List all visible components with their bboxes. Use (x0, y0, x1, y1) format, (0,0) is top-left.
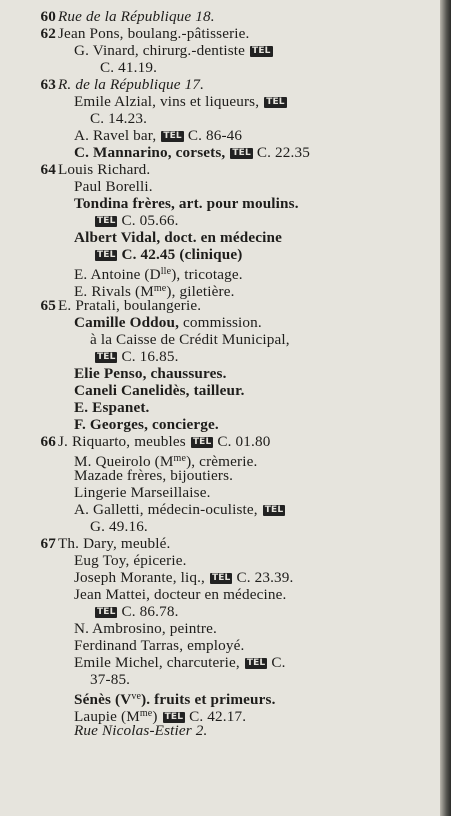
entry-text (90, 212, 179, 229)
entry-text (74, 229, 282, 246)
entry-text (90, 246, 242, 263)
entry-segment: C. 42.17. (189, 708, 247, 725)
entry-text (74, 637, 244, 654)
entry-segment: A. Galletti, médecin-oculiste, (74, 501, 258, 518)
entry-segment: Paul Borelli. (74, 178, 153, 195)
entry-segment: C. 05.66. (121, 212, 179, 229)
telephone-icon: TEL (97, 250, 116, 260)
entry-text (74, 93, 291, 110)
entry-segment: G. 49.16. (90, 518, 148, 535)
house-number: 65 (40, 297, 56, 314)
entry-text (74, 314, 262, 331)
entry-segment: E. Espanet. (74, 399, 150, 416)
entry-segment: Elie Penso, chaussures. (74, 365, 227, 382)
directory-line (18, 280, 436, 300)
directory-line (18, 25, 436, 42)
entry-segment: C. 22.35 (256, 144, 310, 161)
entry-segment: A. Ravel bar, (74, 127, 157, 144)
entry-segment: ). fruits et primeurs. (141, 691, 276, 708)
directory-line (18, 365, 436, 382)
directory-line (18, 161, 436, 178)
entry-segment: Joseph Morante, liq., (74, 569, 205, 586)
entry-text (74, 416, 219, 433)
entry-text (74, 382, 245, 399)
entry-segment: Sénès (V (74, 691, 132, 708)
entry-segment: C. 14.23. (90, 110, 148, 127)
directory-line (18, 314, 436, 331)
telephone-icon: TEL (97, 607, 116, 617)
entry-text (74, 42, 277, 59)
directory-line (18, 518, 436, 535)
telephone-icon: TEL (97, 352, 116, 362)
entry-segment: C. 01.80 (217, 433, 271, 450)
telephone-icon: TEL (264, 505, 284, 515)
entry-text (58, 297, 201, 314)
entry-segment: R. de la République 17. (58, 76, 205, 93)
directory-line (18, 144, 436, 161)
directory-line (18, 297, 436, 314)
directory-line (18, 110, 436, 127)
entry-segment: E. Rivals (M (74, 283, 154, 300)
directory-line (18, 331, 436, 348)
entry-segment: Albert Vidal, doct. en médecine (74, 229, 282, 246)
house-number: 60 (40, 8, 56, 25)
entry-text (90, 348, 179, 365)
directory-line (18, 42, 436, 59)
house-number: 66 (40, 433, 56, 450)
entry-segment: C. Mannarino, corsets, (74, 144, 226, 161)
entry-segment: Eug Toy, épicerie. (74, 552, 187, 569)
telephone-icon: TEL (252, 46, 271, 56)
entry-text (90, 671, 130, 688)
entry-segment: Ferdinand Tarras, employé. (74, 637, 245, 654)
entry-segment: C. 23.39. (236, 569, 294, 586)
directory-line (18, 229, 436, 246)
directory-listing (18, 8, 436, 739)
entry-text (100, 59, 157, 76)
directory-line (18, 671, 436, 688)
entry-segment: M. Queirolo (M (74, 453, 174, 470)
entry-segment: C. 16.85. (121, 348, 179, 365)
directory-line (18, 484, 436, 501)
directory-line (18, 569, 436, 586)
entry-text (74, 144, 310, 161)
directory-line (18, 467, 436, 484)
entry-text (90, 110, 147, 127)
house-number: 63 (40, 76, 56, 93)
entry-segment: Rue de la République 18. (58, 8, 215, 25)
entry-text (90, 603, 179, 620)
entry-text (74, 484, 211, 501)
entry-text (74, 501, 289, 518)
house-number: 67 (40, 535, 56, 552)
entry-segment: C. (271, 654, 286, 671)
entry-segment: Mazade frères, bijoutiers. (74, 467, 234, 484)
directory-line (18, 416, 436, 433)
directory-line (18, 348, 436, 365)
telephone-icon: TEL (192, 437, 212, 447)
entry-segment: commission. (179, 314, 262, 331)
directory-line (18, 705, 436, 725)
house-number: 64 (40, 161, 56, 178)
entry-segment: E. Pratali, boulangerie. (58, 297, 202, 314)
entry-segment: ) (152, 708, 158, 725)
telephone-icon: TEL (211, 573, 231, 583)
entry-segment: Louis Richard. (58, 161, 151, 178)
entry-segment: Tondina frères, art. pour moulins. (74, 195, 299, 212)
entry-text (74, 586, 286, 603)
telephone-icon: TEL (246, 658, 266, 668)
entry-segment: à la Caisse de Crédit Municipal, (90, 331, 290, 348)
directory-line (18, 76, 436, 93)
telephone-icon: TEL (266, 97, 285, 107)
directory-line (18, 620, 436, 637)
entry-text (58, 76, 204, 93)
entry-segment: Emile Alzial, vins et liqueurs, (74, 93, 260, 110)
entry-segment: Camille Oddou, (74, 314, 180, 331)
entry-segment: Jean Pons, boulang.-pâtisserie. (58, 25, 250, 42)
entry-segment: Lingerie Marseillaise. (74, 484, 211, 501)
telephone-icon: TEL (232, 148, 251, 158)
house-number: 62 (40, 25, 56, 42)
entry-segment: C. 86-46 (187, 127, 243, 144)
directory-line (18, 552, 436, 569)
directory-line (18, 195, 436, 212)
entry-text (74, 569, 294, 586)
directory-line (18, 263, 436, 283)
entry-segment: N. Ambrosino, peintre. (74, 620, 217, 637)
directory-line (18, 722, 436, 739)
entry-text (74, 195, 299, 212)
entry-segment: Rue Nicolas-Estier 2. (74, 722, 208, 739)
directory-line (18, 433, 436, 450)
entry-segment: Laupie (M (74, 708, 140, 725)
page-edge-shadow (440, 0, 451, 816)
entry-segment: F. Georges, concierge. (74, 416, 219, 433)
entry-text (74, 127, 242, 144)
telephone-icon: TEL (97, 216, 116, 226)
directory-line (18, 59, 436, 76)
entry-segment: C. 41.19. (100, 59, 158, 76)
directory-line (18, 688, 436, 708)
superscript: lle (160, 266, 172, 277)
entry-segment: J. Riquarto, meubles (58, 433, 186, 450)
entry-segment: 37-85. (90, 671, 131, 688)
telephone-icon: TEL (164, 712, 184, 722)
entry-text (58, 535, 170, 552)
directory-line (18, 93, 436, 110)
entry-text (74, 365, 227, 382)
entry-text (74, 654, 286, 671)
directory-line (18, 127, 436, 144)
entry-segment: E. Antoine (D (74, 266, 161, 283)
directory-line (18, 586, 436, 603)
entry-text (74, 620, 217, 637)
entry-segment: Th. Dary, meublé. (58, 535, 171, 552)
directory-line (18, 654, 436, 671)
entry-segment: C. 86.78. (121, 603, 179, 620)
entry-text (74, 552, 187, 569)
entry-segment: Jean Mattei, docteur en médecine. (74, 586, 287, 603)
superscript: me (153, 283, 167, 294)
entry-text (74, 178, 153, 195)
entry-text (58, 25, 250, 42)
entry-segment: ), tricotage. (171, 266, 243, 283)
entry-segment: C. 42.45 (clinique) (121, 246, 243, 263)
directory-line (18, 603, 436, 620)
directory-line (18, 501, 436, 518)
superscript: me (173, 453, 187, 464)
directory-line (18, 178, 436, 195)
entry-text (58, 8, 215, 25)
directory-line (18, 637, 436, 654)
directory-line (18, 535, 436, 552)
entry-segment: Emile Michel, charcuterie, (74, 654, 240, 671)
superscript: me (139, 708, 153, 719)
directory-line (18, 212, 436, 229)
entry-segment: ), crèmerie. (186, 453, 258, 470)
entry-segment: G. Vinard, chirurg.-dentiste (74, 42, 246, 59)
entry-text (74, 467, 233, 484)
entry-text (90, 518, 148, 535)
entry-text (58, 161, 150, 178)
entry-text (90, 331, 290, 348)
entry-segment: Caneli Canelidès, tailleur. (74, 382, 245, 399)
superscript: ve (131, 691, 142, 702)
telephone-icon: TEL (163, 131, 182, 141)
directory-line (18, 450, 436, 470)
entry-text (58, 433, 270, 450)
entry-segment: ), giletière. (166, 283, 235, 300)
entry-text (74, 399, 150, 416)
directory-line (18, 246, 436, 263)
directory-line (18, 382, 436, 399)
directory-line (18, 8, 436, 25)
entry-text (74, 722, 208, 739)
directory-line (18, 399, 436, 416)
